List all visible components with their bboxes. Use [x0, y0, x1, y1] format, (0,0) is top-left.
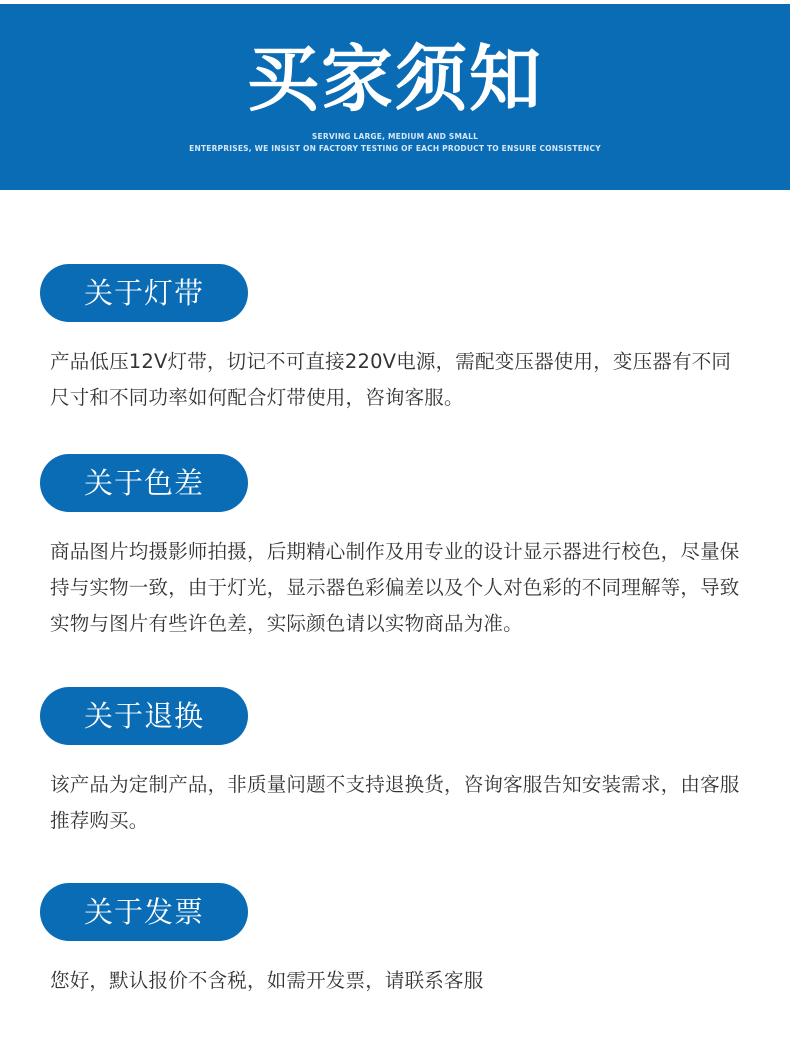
- section-heading-pill: 关于色差: [40, 454, 248, 512]
- section-heading-pill: 关于退换: [40, 687, 248, 745]
- section-heading-pill: 关于灯带: [40, 264, 248, 322]
- section-text: 您好，默认报价不含税，如需开发票，请联系客服: [50, 969, 484, 992]
- section-text: 该产品为定制产品，非质量问题不支持退换货，咨询客服告知安装需求，由客服推荐购买。: [50, 773, 740, 832]
- banner-subtitle-line1: SERVING LARGE, MEDIUM AND SMALL: [311, 132, 479, 141]
- section-heading-pill: 关于发票: [40, 883, 248, 941]
- header-banner: [0, 4, 790, 190]
- section-text: 商品图片均摄影师拍摄，后期精心制作及用专业的设计显示器进行校色，尽量保持与实物一致，由于灯光，显示器色彩偏差以及个人对色彩的不同理解等，导致实物与图片有些许色差，实际颜色请以实物商品为准。: [50, 540, 740, 635]
- page-title: 买家须知: [246, 37, 543, 121]
- banner-subtitle-line2: ENTERPRISES, WE INSIST ON FACTORY TESTING OF EACH PRODUCT TO ENSURE CONSISTENCY: [189, 144, 601, 153]
- section-text: 产品低压12V灯带，切记不可直接220V电源，需配变压器使用，变压器有不同尺寸和不同功率如何配合灯带使用，咨询客服。: [50, 350, 732, 409]
